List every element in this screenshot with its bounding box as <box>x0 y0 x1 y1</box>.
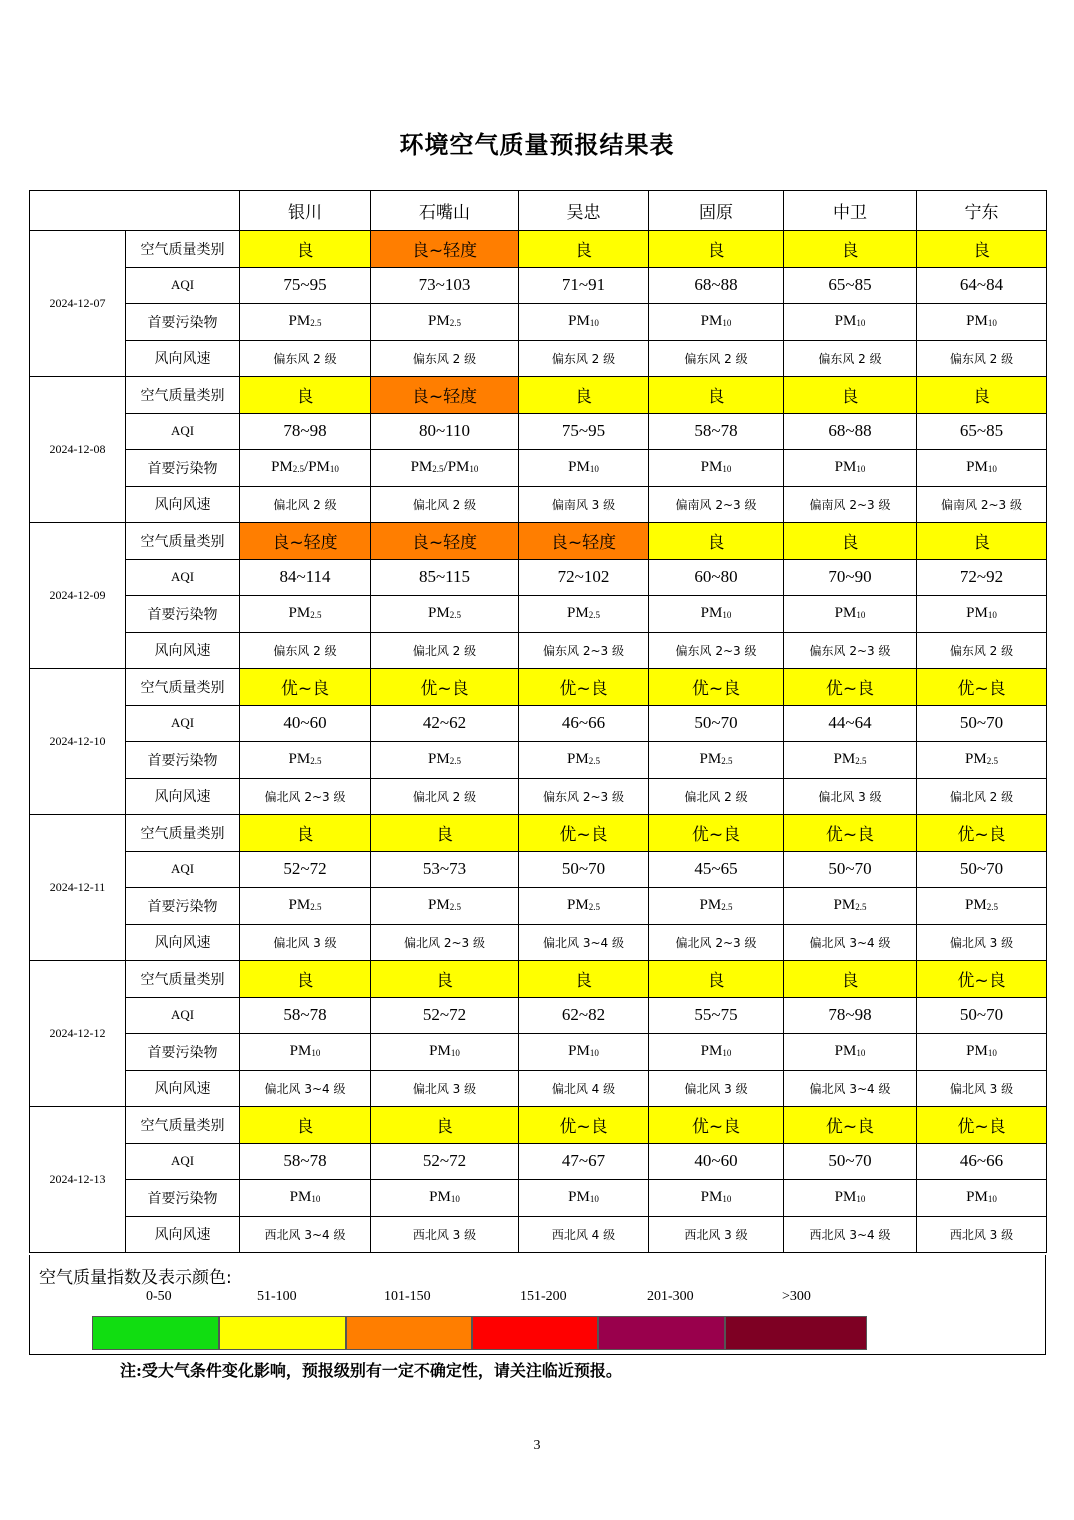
aqi-cell: 46~66 <box>917 1143 1047 1180</box>
pollutant-cell: $PM_{10}$ <box>649 450 784 487</box>
metric-label: 风向风速 <box>126 340 240 377</box>
aqi-cell: 47~67 <box>519 1143 649 1180</box>
aqi-cell: 50~70 <box>917 851 1047 888</box>
wind-cell: 偏北风 2~3 级 <box>240 778 371 815</box>
table-row <box>30 1143 1047 1180</box>
category-cell: 优~良 <box>917 961 1047 998</box>
category-cell: 良 <box>371 1107 519 1144</box>
pollutant-cell: $PM_{10}$ <box>649 596 784 633</box>
legend-swatch-heavy <box>598 1316 725 1350</box>
pollutant-cell: $PM_{10}$ <box>917 1180 1047 1217</box>
legend-range-label: 201-300 <box>647 1289 694 1304</box>
aqi-cell: 85~115 <box>371 559 519 596</box>
pollutant-cell: $PM_{10}$ <box>371 1034 519 1071</box>
wind-cell: 西北风 3~4 级 <box>784 1216 917 1253</box>
legend-range-label: 0-50 <box>146 1289 172 1304</box>
wind-cell: 偏东风 2 级 <box>519 340 649 377</box>
legend-swatch-light <box>346 1316 472 1350</box>
table-row <box>30 742 1047 779</box>
date-cell: 2024-12-11 <box>30 815 126 961</box>
page-number: 3 <box>533 1438 541 1453</box>
category-cell: 优~良 <box>917 669 1047 706</box>
category-cell: 良 <box>917 231 1047 268</box>
table-row <box>30 450 1047 487</box>
pollutant-cell: $PM_{10}$ <box>240 1180 371 1217</box>
city-header-row <box>30 191 1047 231</box>
date-cell: 2024-12-08 <box>30 377 126 523</box>
pollutant-cell: $PM_{10}$ <box>519 450 649 487</box>
wind-cell: 偏东风 2 级 <box>240 340 371 377</box>
wind-cell: 偏南风 2~3 级 <box>917 486 1047 523</box>
wind-cell: 偏东风 2 级 <box>240 632 371 669</box>
wind-cell: 偏东风 2 级 <box>649 340 784 377</box>
wind-cell: 西北风 3 级 <box>917 1216 1047 1253</box>
metric-label: 空气质量类别 <box>126 377 240 414</box>
city-header: 宁东 <box>917 191 1047 231</box>
table-row <box>30 778 1047 815</box>
pollutant-cell: $PM_{2.5}$ <box>649 742 784 779</box>
category-cell: 良 <box>784 961 917 998</box>
category-cell: 优~良 <box>240 669 371 706</box>
aqi-cell: 65~85 <box>784 267 917 304</box>
pollutant-cell: $PM_{10}$ <box>649 1034 784 1071</box>
wind-cell: 偏北风 2 级 <box>371 486 519 523</box>
pollutant-cell: $PM_{2.5}$ <box>371 888 519 925</box>
legend-swatch-medium <box>472 1316 598 1350</box>
aqi-cell: 78~98 <box>240 413 371 450</box>
table-row <box>30 961 1047 998</box>
legend-swatch-severe <box>725 1316 867 1350</box>
metric-label: 空气质量类别 <box>126 669 240 706</box>
aqi-cell: 53~73 <box>371 851 519 888</box>
table-row <box>30 705 1047 742</box>
category-cell: 优~良 <box>519 815 649 852</box>
table-row <box>30 304 1047 341</box>
legend-range-label: 51-100 <box>257 1289 297 1304</box>
aqi-color-legend <box>29 1255 1046 1355</box>
metric-label: AQI <box>126 559 240 596</box>
metric-label: 风向风速 <box>126 632 240 669</box>
table-row <box>30 888 1047 925</box>
table-row <box>30 669 1047 706</box>
metric-label: 空气质量类别 <box>126 1107 240 1144</box>
pollutant-cell: $PM_{2.5}$ <box>371 742 519 779</box>
pollutant-cell: $PM_{2.5}$ <box>240 742 371 779</box>
category-cell: 优~良 <box>649 669 784 706</box>
wind-cell: 偏北风 3~4 级 <box>519 924 649 961</box>
wind-cell: 偏北风 2 级 <box>240 486 371 523</box>
category-cell: 良 <box>649 961 784 998</box>
category-cell: 优~良 <box>917 815 1047 852</box>
aqi-cell: 60~80 <box>649 559 784 596</box>
metric-label: 首要污染物 <box>126 1034 240 1071</box>
pollutant-cell: $PM_{2.5}$ <box>784 888 917 925</box>
category-cell: 良 <box>649 377 784 414</box>
category-cell: 优~良 <box>649 1107 784 1144</box>
category-cell: 良 <box>784 523 917 560</box>
wind-cell: 偏北风 3 级 <box>649 1070 784 1107</box>
metric-label: 空气质量类别 <box>126 231 240 268</box>
aqi-cell: 58~78 <box>240 1143 371 1180</box>
category-cell: 良 <box>519 231 649 268</box>
table-row <box>30 523 1047 560</box>
wind-cell: 西北风 4 级 <box>519 1216 649 1253</box>
category-cell: 良~轻度 <box>371 377 519 414</box>
wind-cell: 偏北风 2 级 <box>917 778 1047 815</box>
wind-cell: 西北风 3~4 级 <box>240 1216 371 1253</box>
pollutant-cell: $PM_{10}$ <box>240 1034 371 1071</box>
metric-label: AQI <box>126 705 240 742</box>
table-row <box>30 596 1047 633</box>
aqi-cell: 44~64 <box>784 705 917 742</box>
pollutant-cell: $PM_{2.5}$ <box>519 596 649 633</box>
aqi-cell: 50~70 <box>649 705 784 742</box>
wind-cell: 偏东风 2~3 级 <box>519 632 649 669</box>
wind-cell: 偏北风 3 级 <box>784 778 917 815</box>
aqi-cell: 75~95 <box>519 413 649 450</box>
wind-cell: 偏东风 2 级 <box>371 340 519 377</box>
pollutant-cell: $PM_{10}$ <box>917 304 1047 341</box>
wind-cell: 偏南风 3 级 <box>519 486 649 523</box>
category-cell: 良~轻度 <box>371 231 519 268</box>
aqi-cell: 50~70 <box>519 851 649 888</box>
metric-label: 风向风速 <box>126 486 240 523</box>
pollutant-cell: $PM_{10}$ <box>917 596 1047 633</box>
category-cell: 优~良 <box>917 1107 1047 1144</box>
pollutant-cell: $PM_{10}$ <box>784 450 917 487</box>
forecast-table <box>29 190 1047 1253</box>
category-cell: 良 <box>917 377 1047 414</box>
category-cell: 良 <box>240 377 371 414</box>
aqi-cell: 50~70 <box>917 997 1047 1034</box>
metric-label: 风向风速 <box>126 924 240 961</box>
table-row <box>30 924 1047 961</box>
wind-cell: 偏北风 3~4 级 <box>784 924 917 961</box>
aqi-cell: 84~114 <box>240 559 371 596</box>
page-title: 环境空气质量预报结果表 <box>399 130 675 159</box>
metric-label: 风向风速 <box>126 1216 240 1253</box>
table-row <box>30 851 1047 888</box>
pollutant-cell: $PM_{2.5}/PM_{10}$ <box>240 450 371 487</box>
aqi-cell: 73~103 <box>371 267 519 304</box>
pollutant-cell: $PM_{2.5}$ <box>649 888 784 925</box>
aqi-cell: 62~82 <box>519 997 649 1034</box>
pollutant-cell: $PM_{10}$ <box>784 1180 917 1217</box>
metric-label: AQI <box>126 997 240 1034</box>
category-cell: 良 <box>784 231 917 268</box>
aqi-cell: 71~91 <box>519 267 649 304</box>
aqi-cell: 72~92 <box>917 559 1047 596</box>
aqi-cell: 55~75 <box>649 997 784 1034</box>
wind-cell: 偏东风 2~3 级 <box>649 632 784 669</box>
category-cell: 良 <box>917 523 1047 560</box>
metric-label: 空气质量类别 <box>126 961 240 998</box>
table-row <box>30 1070 1047 1107</box>
pollutant-cell: $PM_{2.5}$ <box>240 888 371 925</box>
category-cell: 良 <box>240 1107 371 1144</box>
aqi-cell: 52~72 <box>240 851 371 888</box>
forecast-note: 注:受大气条件变化影响，预报级别有一定不确定性，请关注临近预报。 <box>120 1361 622 1380</box>
city-header: 银川 <box>240 191 371 231</box>
wind-cell: 偏北风 2 级 <box>371 778 519 815</box>
pollutant-cell: $PM_{2.5}/PM_{10}$ <box>371 450 519 487</box>
table-row <box>30 559 1047 596</box>
header-blank-cell <box>30 191 240 231</box>
category-cell: 优~良 <box>784 1107 917 1144</box>
metric-label: 首要污染物 <box>126 742 240 779</box>
aqi-cell: 50~70 <box>784 1143 917 1180</box>
wind-cell: 偏北风 3 级 <box>240 924 371 961</box>
table-row <box>30 1107 1047 1144</box>
pollutant-cell: $PM_{10}$ <box>917 450 1047 487</box>
wind-cell: 偏南风 2~3 级 <box>784 486 917 523</box>
table-row <box>30 997 1047 1034</box>
aqi-cell: 64~84 <box>917 267 1047 304</box>
pollutant-cell: $PM_{10}$ <box>519 1034 649 1071</box>
category-cell: 良~轻度 <box>371 523 519 560</box>
category-cell: 良 <box>649 523 784 560</box>
category-cell: 良~轻度 <box>519 523 649 560</box>
date-cell: 2024-12-10 <box>30 669 126 815</box>
pollutant-cell: $PM_{10}$ <box>784 596 917 633</box>
legend-range-label: >300 <box>782 1289 811 1304</box>
date-cell: 2024-12-07 <box>30 231 126 377</box>
category-cell: 优~良 <box>519 669 649 706</box>
category-cell: 优~良 <box>784 669 917 706</box>
pollutant-cell: $PM_{2.5}$ <box>240 596 371 633</box>
pollutant-cell: $PM_{2.5}$ <box>917 888 1047 925</box>
category-cell: 良 <box>519 377 649 414</box>
metric-label: 空气质量类别 <box>126 815 240 852</box>
legend-swatch-good <box>92 1316 219 1350</box>
category-cell: 良 <box>649 231 784 268</box>
table-row <box>30 231 1047 268</box>
wind-cell: 偏北风 3 级 <box>917 924 1047 961</box>
table-row <box>30 377 1047 414</box>
pollutant-cell: $PM_{10}$ <box>917 1034 1047 1071</box>
metric-label: 首要污染物 <box>126 450 240 487</box>
legend-range-label: 101-150 <box>384 1289 431 1304</box>
city-header: 固原 <box>649 191 784 231</box>
pollutant-cell: $PM_{2.5}$ <box>519 742 649 779</box>
pollutant-cell: $PM_{2.5}$ <box>240 304 371 341</box>
aqi-cell: 40~60 <box>240 705 371 742</box>
metric-label: 首要污染物 <box>126 596 240 633</box>
category-cell: 良 <box>371 815 519 852</box>
aqi-cell: 42~62 <box>371 705 519 742</box>
wind-cell: 偏北风 3~4 级 <box>240 1070 371 1107</box>
metric-label: AQI <box>126 1143 240 1180</box>
pollutant-cell: $PM_{2.5}$ <box>371 304 519 341</box>
aqi-cell: 40~60 <box>649 1143 784 1180</box>
wind-cell: 偏南风 2~3 级 <box>649 486 784 523</box>
aqi-cell: 58~78 <box>649 413 784 450</box>
pollutant-cell: $PM_{2.5}$ <box>784 742 917 779</box>
table-row <box>30 1216 1047 1253</box>
wind-cell: 西北风 3 级 <box>371 1216 519 1253</box>
metric-label: 风向风速 <box>126 1070 240 1107</box>
metric-label: AQI <box>126 413 240 450</box>
metric-label: 空气质量类别 <box>126 523 240 560</box>
aqi-cell: 68~88 <box>649 267 784 304</box>
wind-cell: 偏北风 4 级 <box>519 1070 649 1107</box>
wind-cell: 偏北风 2~3 级 <box>649 924 784 961</box>
category-cell: 优~良 <box>371 669 519 706</box>
pollutant-cell: $PM_{2.5}$ <box>917 742 1047 779</box>
table-body <box>30 231 1047 1253</box>
aqi-cell: 75~95 <box>240 267 371 304</box>
wind-cell: 偏东风 2 级 <box>917 632 1047 669</box>
metric-label: AQI <box>126 851 240 888</box>
legend-title: 空气质量指数及表示颜色: <box>39 1268 232 1288</box>
date-cell: 2024-12-09 <box>30 523 126 669</box>
category-cell: 良 <box>240 815 371 852</box>
table-row <box>30 486 1047 523</box>
aqi-cell: 52~72 <box>371 997 519 1034</box>
pollutant-cell: $PM_{10}$ <box>784 304 917 341</box>
aqi-cell: 65~85 <box>917 413 1047 450</box>
aqi-cell: 70~90 <box>784 559 917 596</box>
wind-cell: 偏北风 2 级 <box>371 632 519 669</box>
category-cell: 良 <box>784 377 917 414</box>
category-cell: 良 <box>519 961 649 998</box>
category-cell: 良~轻度 <box>240 523 371 560</box>
table-row <box>30 1034 1047 1071</box>
city-header: 中卫 <box>784 191 917 231</box>
aqi-cell: 58~78 <box>240 997 371 1034</box>
table-row <box>30 1180 1047 1217</box>
category-cell: 优~良 <box>519 1107 649 1144</box>
aqi-cell: 46~66 <box>519 705 649 742</box>
category-cell: 良 <box>371 961 519 998</box>
pollutant-cell: $PM_{10}$ <box>649 1180 784 1217</box>
metric-label: 首要污染物 <box>126 888 240 925</box>
category-cell: 良 <box>240 231 371 268</box>
date-cell: 2024-12-12 <box>30 961 126 1107</box>
wind-cell: 偏东风 2 级 <box>917 340 1047 377</box>
aqi-cell: 50~70 <box>784 851 917 888</box>
wind-cell: 偏北风 2~3 级 <box>371 924 519 961</box>
aqi-cell: 78~98 <box>784 997 917 1034</box>
aqi-cell: 80~110 <box>371 413 519 450</box>
aqi-cell: 68~88 <box>784 413 917 450</box>
pollutant-cell: $PM_{10}$ <box>519 304 649 341</box>
table-row <box>30 413 1047 450</box>
wind-cell: 偏北风 2 级 <box>649 778 784 815</box>
wind-cell: 偏东风 2~3 级 <box>519 778 649 815</box>
wind-cell: 偏北风 3~4 级 <box>784 1070 917 1107</box>
table-row <box>30 267 1047 304</box>
category-cell: 优~良 <box>784 815 917 852</box>
date-cell: 2024-12-13 <box>30 1107 126 1253</box>
pollutant-cell: $PM_{2.5}$ <box>519 888 649 925</box>
table-row <box>30 340 1047 377</box>
aqi-cell: 72~102 <box>519 559 649 596</box>
city-header: 吴忠 <box>519 191 649 231</box>
wind-cell: 偏北风 3 级 <box>917 1070 1047 1107</box>
city-header: 石嘴山 <box>371 191 519 231</box>
aqi-cell: 52~72 <box>371 1143 519 1180</box>
pollutant-cell: $PM_{2.5}$ <box>371 596 519 633</box>
metric-label: 首要污染物 <box>126 304 240 341</box>
pollutant-cell: $PM_{10}$ <box>519 1180 649 1217</box>
pollutant-cell: $PM_{10}$ <box>784 1034 917 1071</box>
wind-cell: 偏北风 3 级 <box>371 1070 519 1107</box>
legend-swatch-moderate <box>219 1316 346 1350</box>
category-cell: 良 <box>240 961 371 998</box>
legend-range-label: 151-200 <box>520 1289 567 1304</box>
wind-cell: 偏东风 2~3 级 <box>784 632 917 669</box>
category-cell: 优~良 <box>649 815 784 852</box>
metric-label: 首要污染物 <box>126 1180 240 1217</box>
table-row <box>30 815 1047 852</box>
metric-label: AQI <box>126 267 240 304</box>
aqi-cell: 50~70 <box>917 705 1047 742</box>
aqi-cell: 45~65 <box>649 851 784 888</box>
table-row <box>30 632 1047 669</box>
pollutant-cell: $PM_{10}$ <box>371 1180 519 1217</box>
wind-cell: 偏东风 2 级 <box>784 340 917 377</box>
wind-cell: 西北风 3 级 <box>649 1216 784 1253</box>
pollutant-cell: $PM_{10}$ <box>649 304 784 341</box>
metric-label: 风向风速 <box>126 778 240 815</box>
